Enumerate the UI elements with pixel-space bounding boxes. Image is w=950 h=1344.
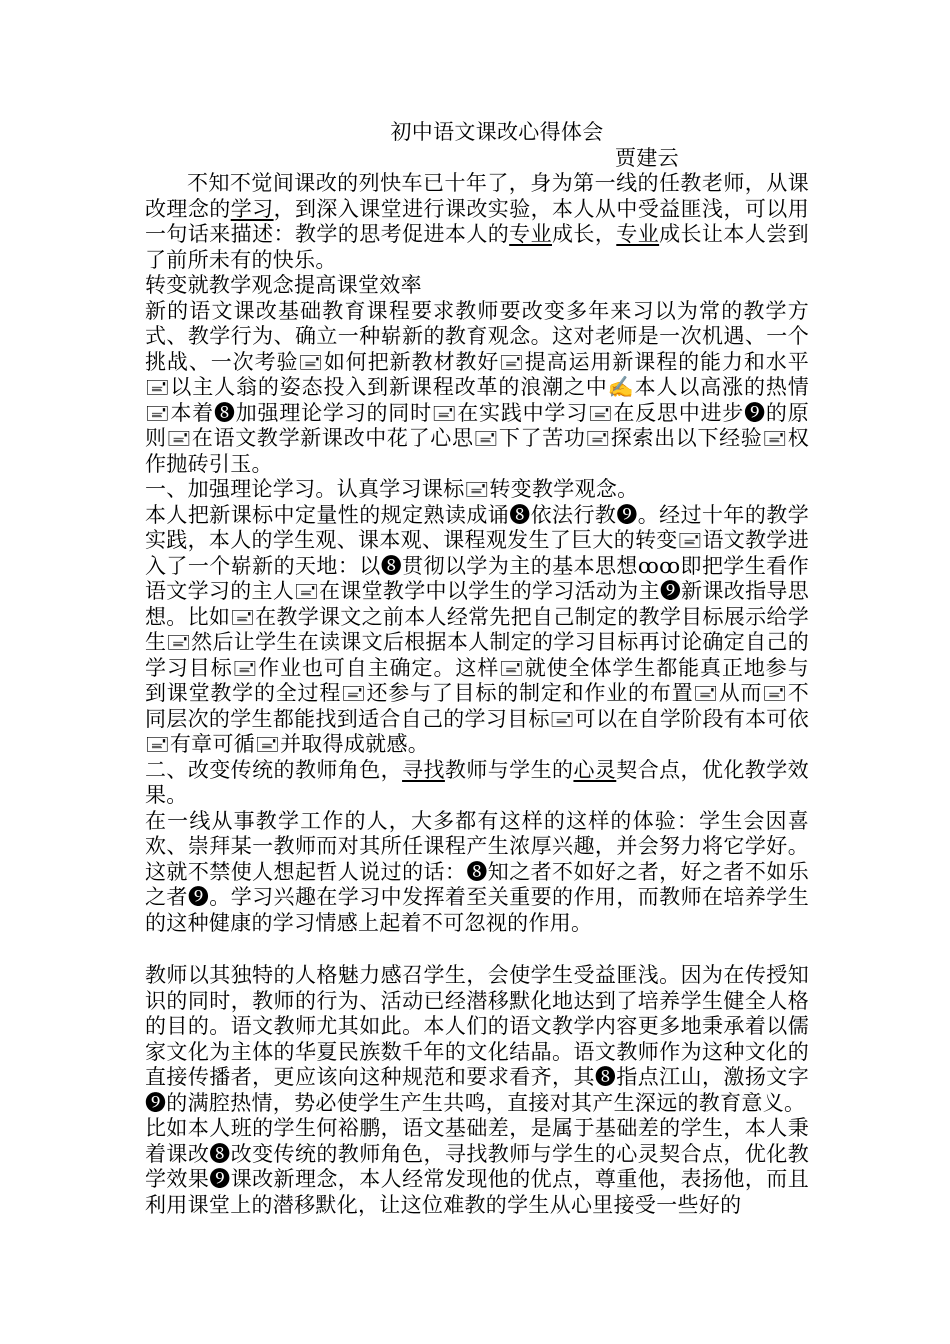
section-heading-2: 一、加强理论学习。认真学习课标🖃转变教学观念。 — [145, 477, 639, 501]
paragraph-6: 比如本人班的学生何裕鹏，语文基础差，是属于基础差的学生，本人秉着课改❽改变传统的教师角色，寻找教师与学生的心灵契合点，优化教学效果❾课改新理念，本人经常发现他的优点，尊重他，表扬他，而且利用课堂上的潜移默化，让这位难教的学生从心里接受一些好的 — [145, 1116, 809, 1217]
paragraph-3: 本人把新课标中定量性的规定熟读成诵❽依法行教❾。经过十年的教学实践，本人的学生观、课本观、课程观发生了巨大的转变🖃语文教学进入了一个崭新的天地：以❽贯彻以学为主的基本思想ꝏꝏ即把学生看作语文学习的主人🖃在课堂教学中以学生的学习活动为主❾新课改指导思想。比如🖃在教学课文之前本人经常先把自己制定的教学目标展示给学生🖃然后让学生在读课文后根据本人制定的学习目标再讨论确定自己的学习目标🖃作业也可自主确定。这样🖃就使全体学生都能真正地参与到课堂教学的全过程🖃还参与了目标的制定和作业的布置🖃从而🖃不同层次的学生都能找到适合自己的学习目标🖃可以在自学阶段有本可依🖃有章可循🖃并取得成就感。 — [145, 502, 809, 756]
intro-text-b: ，到深入课堂进行课改实验，本人从中受益匪浅，可以用一句话来描述：教学的思考促进本人的 — [145, 196, 810, 246]
link-seek[interactable]: 寻找 — [402, 757, 445, 782]
link-study[interactable]: 学习 — [230, 196, 274, 221]
intro-text-d: 成长让本人尝到了前所未有的快乐。 — [145, 222, 809, 272]
section-heading-1: 转变就教学观念提高课堂效率 — [145, 273, 422, 297]
intro-text-a: 不知不觉间课改的列快车已十年了，身为第一线的任教老师，从课改理念的 — [145, 171, 809, 221]
paragraph-4: 在一线从事教学工作的人，大多都有这样的这样的体验：学生会因喜欢、崇拜某一教师而对其所任课程产生浓厚兴趣，并会努力将它学好。这就不禁使人想起哲人说过的话：❽知之者不如好之者，好之者不如乐之者❾。学习兴趣在学习中发挥着至关重要的作用，而教师在培养学生的这种健康的学习情感上起着不可忽视的作用。 — [145, 808, 809, 935]
heading3-text-a: 二、改变传统的教师角色， — [145, 757, 403, 782]
document-title: 初中语文课改心得体会 — [390, 120, 604, 144]
paragraph-2: 新的语文课改基础教育课程要求教师要改变多年来习以为常的教学方式、教学行为、确立一种崭新的教育观念。这对老师是一次机遇、一个挑战、一次考验🖃如何把新教材教好🖃提高运用新课程的能力和水平🖃以主人翁的姿态投入到新课程改革的浪潮之中✍本人以高涨的热情🖃本着❽加强理论学习的同时🖃在实践中学习🖃在反思中进步❾的原则🖃在语文教学新课改中花了心思🖃下了苦功🖃探索出以下经验🖃权作抛砖引玉。 — [145, 298, 809, 476]
document-page — [145, 118, 809, 1218]
intro-text-c: 成长， — [552, 222, 617, 246]
link-heart[interactable]: 心灵 — [573, 757, 617, 782]
intro-paragraph — [145, 171, 809, 273]
paragraph-5: 教师以其独特的人格魅力感召学生，会使学生受益匪浅。因为在传授知识的同时，教师的行为、活动已经潜移默化地达到了培养学生健全人格的目的。语文教师尤其如此。本人们的语文教学内容更多地秉承着以儒家文化为主体的华夏民族数千年的文化结晶。语文教师作为这种文化的直接传播者，更应该向这种规范和要求看齐，其❽指点江山，激扬文字❾的满腔热情，势必使学生产生共鸣，直接对其产生深远的教育意义。 — [145, 963, 809, 1115]
heading3-text-b: 教师与学生的 — [444, 757, 574, 782]
link-profession-2[interactable]: 专业 — [616, 222, 660, 246]
author-name: 贾建云 — [615, 146, 679, 170]
section-heading-3 — [145, 758, 809, 809]
heading3-text-c: 契合点，优化教学效果。 — [145, 757, 809, 807]
paragraph-gap — [145, 936, 809, 963]
link-profession-1[interactable]: 专业 — [509, 222, 553, 246]
